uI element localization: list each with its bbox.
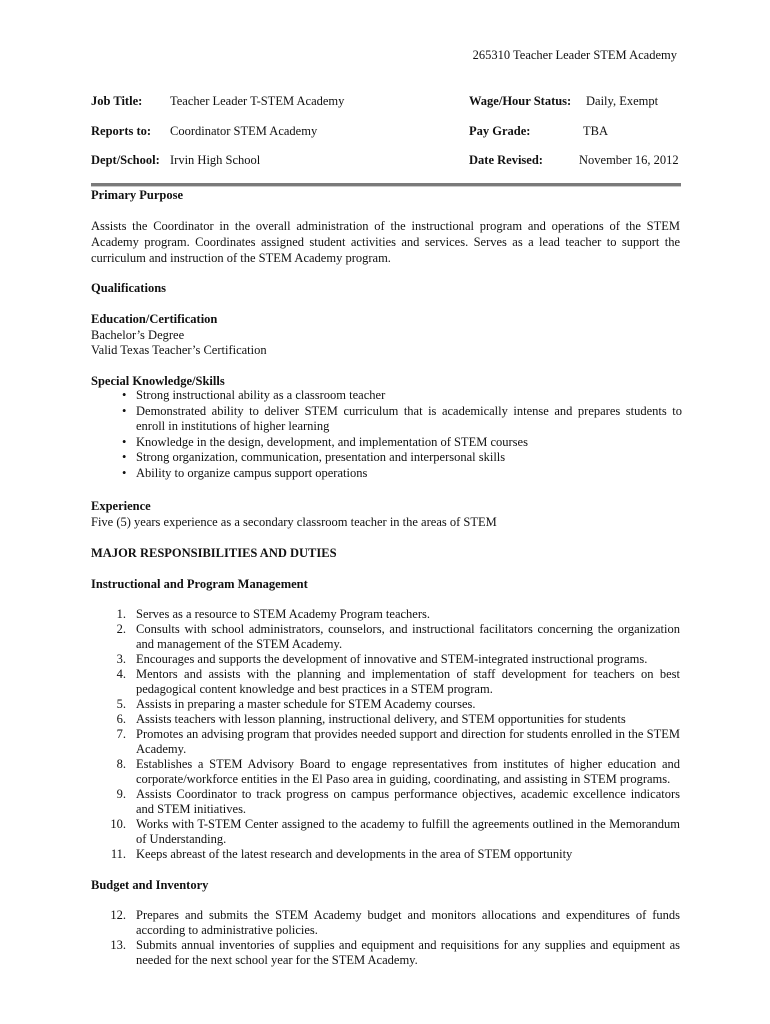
- primary-purpose-heading: Primary Purpose: [91, 188, 183, 202]
- header-row-job: [91, 94, 681, 110]
- header-row-reports: [91, 124, 681, 140]
- budget-duties-list: [104, 908, 680, 968]
- qualifications-heading: Qualifications: [91, 281, 167, 295]
- duty-item: 12. Prepares and submits the STEM Academy budget and monitors allocations and expenditures of funds according to administrative policies.: [110, 908, 680, 937]
- bullet-icon: •: [122, 450, 127, 464]
- experience-heading: Experience: [91, 499, 151, 513]
- duty-item: 11. Keeps abreast of the latest research and developments in the area of STEM opportunity: [110, 847, 573, 861]
- wage-status-value: Daily, Exempt: [586, 94, 659, 108]
- job-title-value: Teacher Leader T-STEM Academy: [170, 94, 345, 108]
- education-item: Valid Texas Teacher’s Certification: [91, 343, 267, 357]
- dept-school-label: Dept/School:: [91, 153, 160, 167]
- duty-item: 3. Encourages and supports the development of innovative and STEM-integrated instructional programs.: [116, 652, 648, 666]
- bullet-icon: •: [122, 434, 127, 449]
- education-item: Bachelor’s Degree: [91, 328, 185, 342]
- duty-item: 13. Submits annual inventories of supplies and equipment and requisitions for any supplies and equipment as needed for the next school year for the STEM Academy.: [110, 938, 680, 967]
- duty-item: 1. Serves as a resource to STEM Academy Program teachers.: [116, 607, 431, 621]
- bullet-icon: •: [122, 403, 127, 418]
- skill-item: • Knowledge in the design, development, and implementation of STEM courses: [122, 434, 528, 449]
- skills-list: [122, 388, 682, 481]
- education-heading: Education/Certification: [91, 312, 218, 326]
- duty-item: 8. Establishes a STEM Advisory Board to engage representatives from institutes of higher education and corporate/workforce entities in the El Paso area in guiding, coordinating, and assisting in STEM programs.: [116, 757, 680, 786]
- bullet-icon: •: [122, 465, 127, 480]
- budget-heading: Budget and Inventory: [91, 878, 209, 892]
- wage-status-label: Wage/Hour Status:: [469, 94, 572, 108]
- job-title-label: Job Title:: [91, 94, 143, 108]
- date-revised-label: Date Revised:: [469, 153, 543, 167]
- duty-item: 9. Assists Coordinator to track progress on campus performance objectives, academic excellence indicators and STEM initiatives.: [116, 787, 680, 816]
- duty-item: 2. Consults with school administrators, counselors, and instructional facilitators concerning the organization and management of the STEM Academy.: [116, 622, 680, 651]
- instructional-duties-list: [104, 607, 680, 862]
- date-revised-value: November 16, 2012: [579, 153, 679, 167]
- bullet-icon: •: [122, 388, 127, 402]
- duty-item: 5. Assists in preparing a master schedule for STEM Academy courses.: [116, 697, 476, 711]
- instructional-heading: Instructional and Program Management: [91, 577, 308, 591]
- header-row-dept: [91, 153, 681, 169]
- duty-item: 6. Assists teachers with lesson planning, instructional delivery, and STEM opportunities for students: [116, 712, 626, 726]
- duty-item: 4. Mentors and assists with the planning and implementation of staff development for teachers on best pedagogical content knowledge and best practices in a STEM program.: [116, 667, 680, 696]
- reports-to-label: Reports to:: [91, 124, 152, 138]
- skill-item: • Strong instructional ability as a classroom teacher: [122, 388, 386, 402]
- experience-text: Five (5) years experience as a secondary classroom teacher in the areas of STEM: [91, 515, 497, 529]
- document-id: 265310 Teacher Leader STEM Academy: [472, 48, 677, 62]
- dept-school-value: Irvin High School: [170, 153, 261, 167]
- header-divider: [91, 183, 681, 187]
- skills-heading: Special Knowledge/Skills: [91, 374, 225, 388]
- skill-item: • Demonstrated ability to deliver STEM curriculum that is academically intense and prepares students to enroll in institutions of higher learning: [122, 403, 682, 433]
- primary-purpose-text: Assists the Coordinator in the overall administration of the instructional program and operations of the STEM Academy program. Coordinates assigned student activities and services. Serves as a lead teacher to support the curriculum and instruction of the STEM Academy program.: [91, 219, 680, 265]
- skill-item: • Strong organization, communication, presentation and interpersonal skills: [122, 450, 506, 464]
- pay-grade-label: Pay Grade:: [469, 124, 531, 138]
- duty-item: 10. Works with T-STEM Center assigned to the academy to fulfill the agreements outlined in the Memorandum of Understanding.: [110, 817, 680, 846]
- skill-item: • Ability to organize campus support operations: [122, 465, 368, 480]
- pay-grade-value: TBA: [583, 124, 608, 138]
- reports-to-value: Coordinator STEM Academy: [170, 124, 318, 138]
- major-responsibilities-heading: MAJOR RESPONSIBILITIES AND DUTIES: [91, 546, 337, 560]
- duty-item: 7. Promotes an advising program that provides needed support and direction for students enrolled in the STEM Academy.: [116, 727, 680, 756]
